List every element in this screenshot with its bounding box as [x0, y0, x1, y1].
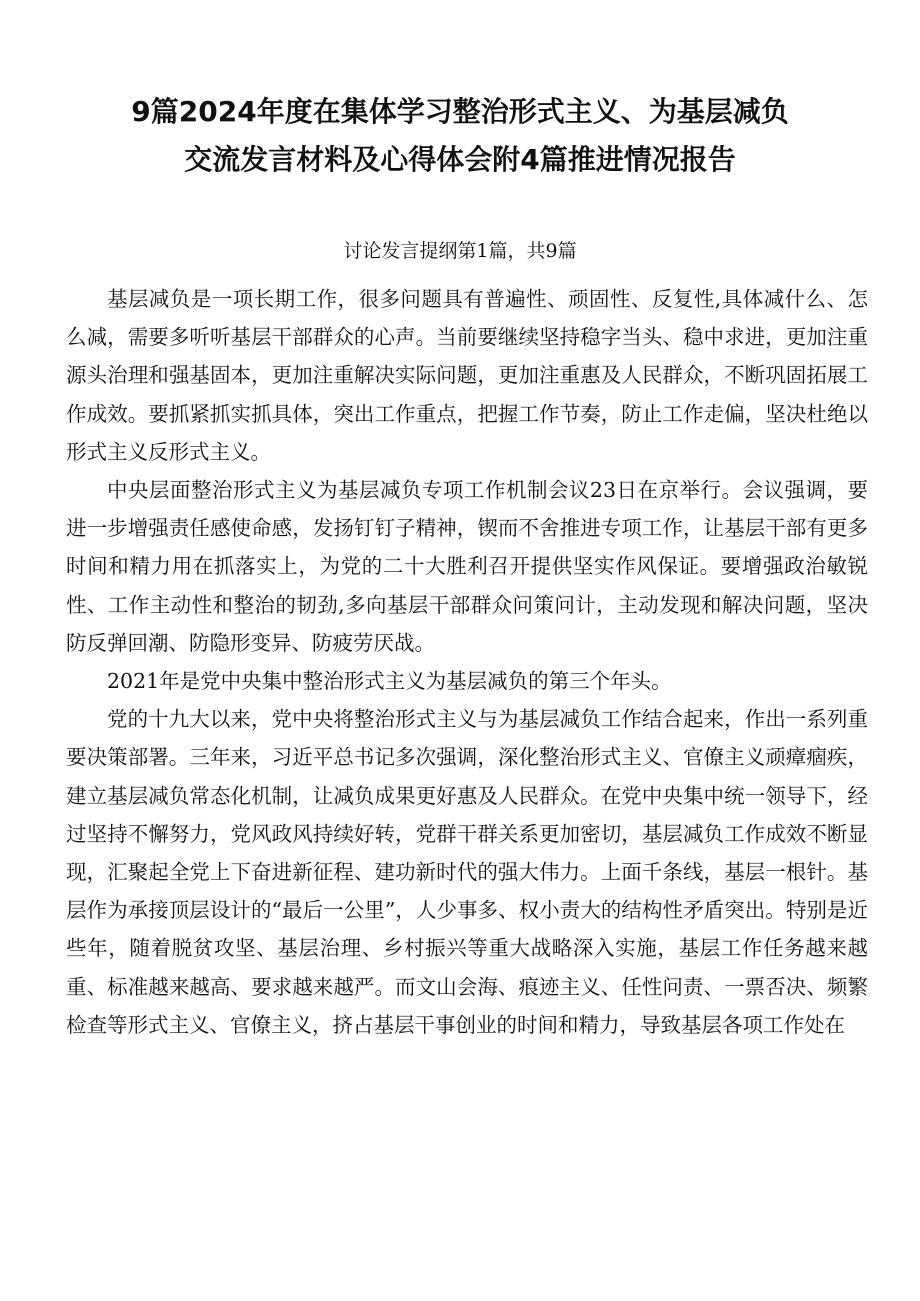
paragraph-1: 基层减负是一项长期工作，很多问题具有普遍性、顽固性、反复性,具体减什么、怎么减，需要多听听基层干部群众的心声。当前要继续坚持稳字当头、稳中求进，更加注重源头治理和强基固本，更加注重解决实际问题，更加注重惠及人民群众，不断巩固拓展工作成效。要抓紧抓实抓具体，突出工作重点，把握工作节奏，防止工作走偏，坚决杜绝以形式主义反形式主义。: [66, 287, 868, 464]
paragraph-3: 2021年是党中央集中整治形式主义为基层减负的第三个年头。: [107, 669, 672, 694]
paragraph-2: 中央层面整治形式主义为基层减负专项工作机制会议23日在京举行。会议强调，要进一步增强责任感使命感，发扬钉钉子精神，锲而不舍推进专项工作，让基层干部有更多时间和精力用在抓落实上，为党的二十大胜利召开提供坚实作风保证。要增强政治敏锐性、工作主动性和整治的韧劲,多向基层干部群众问策问计，主动发现和解决问题，坚决防反弹回潮、防隐形变异、防疲劳厌战。: [66, 478, 868, 655]
title-line-2: 交流发言材料及心得体会附4篇推进情况报告: [184, 143, 736, 176]
document-body: [66, 280, 868, 1044]
title-line-1: 9篇2024年度在集体学习整治形式主义、为基层减负: [131, 95, 789, 128]
paragraph-4: 党的十九大以来，党中央将整治形式主义与为基层减负工作结合起来，作出一系列重要决策部署。三年来，习近平总书记多次强调，深化整治形式主义、官僚主义顽瘴痼疾，建立基层减负常态化机制，让减负成果更好惠及人民群众。在党中央集中统一领导下，经过坚持不懈努力，党风政风持续好转，党群干群关系更加密切，基层减负工作成效不断显现，汇聚起全党上下奋进新征程、建功新时代的强大伟力。上面千条线，基层一根针。基层作为承接顶层设计的“最后一公里”，人少事多、权小责大的结构性矛盾突出。特别是近些年，随着脱贫攻坚、基层治理、乡村振兴等重大战略深入实施，基层工作任务越来越重、标准越来越高、要求越来越严。而文山会海、痕迹主义、任性问责、一票否决、频繁检查等形式主义、官僚主义，挤占基层干事创业的时间和精力，导致基层各项工作处在: [66, 707, 868, 1037]
section-subtitle: 讨论发言提纲第1篇，共9篇: [343, 240, 577, 262]
document-title: [60, 88, 860, 184]
